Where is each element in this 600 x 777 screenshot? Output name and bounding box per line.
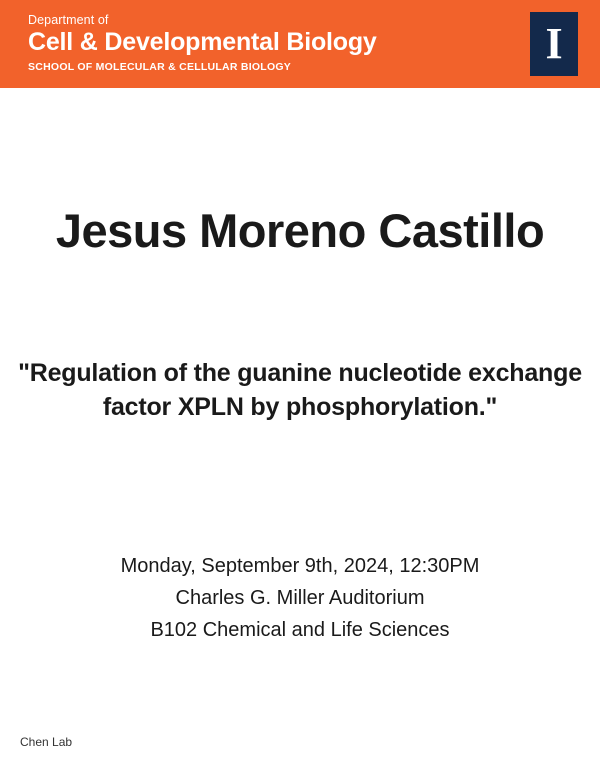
event-details (0, 550, 600, 646)
talk-title: "Regulation of the guanine nucleotide exchange factor XPLN by phosphorylation." (18, 359, 582, 421)
event-address: B102 Chemical and Life Sciences (150, 619, 450, 641)
speaker-name: Jesus Moreno Castillo (55, 204, 545, 257)
event-datetime: Monday, September 9th, 2024, 12:30PM (120, 555, 480, 577)
header-band (0, 0, 600, 88)
school-name: SCHOOL OF MOLECULAR & CELLULAR BIOLOGY (28, 61, 292, 73)
department-name: Cell & Developmental Biology (28, 28, 377, 56)
host-lab: Chen Lab (20, 735, 73, 749)
poster-body (0, 88, 600, 777)
logo-letter: I (545, 19, 563, 68)
department-branding (28, 13, 377, 74)
illinois-block-i-logo (530, 12, 578, 76)
logo-background (530, 12, 578, 76)
event-venue: Charles G. Miller Auditorium (175, 587, 425, 609)
department-prefix: Department of (28, 13, 109, 27)
